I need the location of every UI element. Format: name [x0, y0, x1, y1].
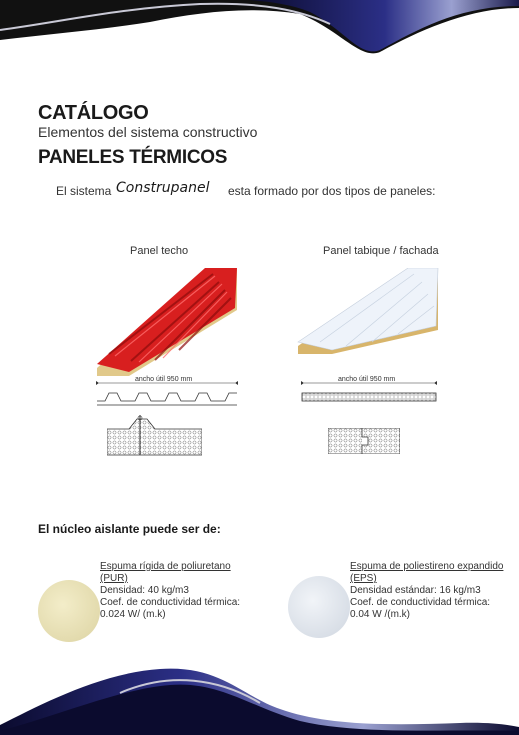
pur-density: Densidad: 40 kg/m3 [100, 585, 189, 596]
panel-wall-label: Panel tabique / fachada [323, 245, 439, 257]
pur-foam-sample [38, 580, 100, 642]
eps-core-info [350, 561, 515, 621]
bottom-decorative-wave [0, 665, 519, 735]
wall-profile-drawing [300, 377, 440, 407]
eps-conductivity-value: 0.04 W /(m.k) [350, 609, 411, 620]
brand-name: Construpanel [116, 180, 210, 196]
eps-name: Espuma de poliestireno expandido [350, 561, 504, 572]
pur-conductivity-label: Coef. de conductividad térmica: [100, 597, 241, 608]
intro-suffix: esta formado por dos tipos de paneles: [228, 184, 436, 198]
roof-dimension-label: ancho útil 950 mm [135, 376, 193, 383]
eps-abbr: (EPS) [350, 573, 377, 584]
eps-foam-sample [288, 576, 350, 638]
pur-abbr: (PUR) [100, 573, 128, 584]
panel-roof-label: Panel techo [130, 245, 189, 257]
eps-density: Densidad estándar: 16 kg/m3 [350, 585, 481, 596]
pur-conductivity-value: 0.024 W/ (m.k) [100, 609, 166, 620]
pur-name: Espuma rígida de poliuretano [100, 561, 231, 572]
wall-panel-image [296, 268, 441, 358]
eps-conductivity-label: Coef. de conductividad térmica: [350, 597, 491, 608]
roof-profile-drawing [95, 377, 240, 407]
wall-dimension-label: ancho útil 950 mm [338, 376, 396, 383]
roof-joint-detail [107, 415, 202, 460]
page-subtitle: Elementos del sistema constructivo [38, 124, 258, 140]
wall-joint-detail [328, 428, 400, 454]
top-decorative-wave [0, 0, 519, 60]
intro-prefix: El sistema [56, 184, 112, 198]
catalog-title: CATÁLOGO [38, 102, 149, 124]
core-section-title: El núcleo aislante puede ser de: [38, 522, 221, 536]
pur-core-info [100, 561, 250, 621]
section-title: PANELES TÉRMICOS [38, 147, 228, 168]
roof-panel-image [95, 268, 240, 378]
